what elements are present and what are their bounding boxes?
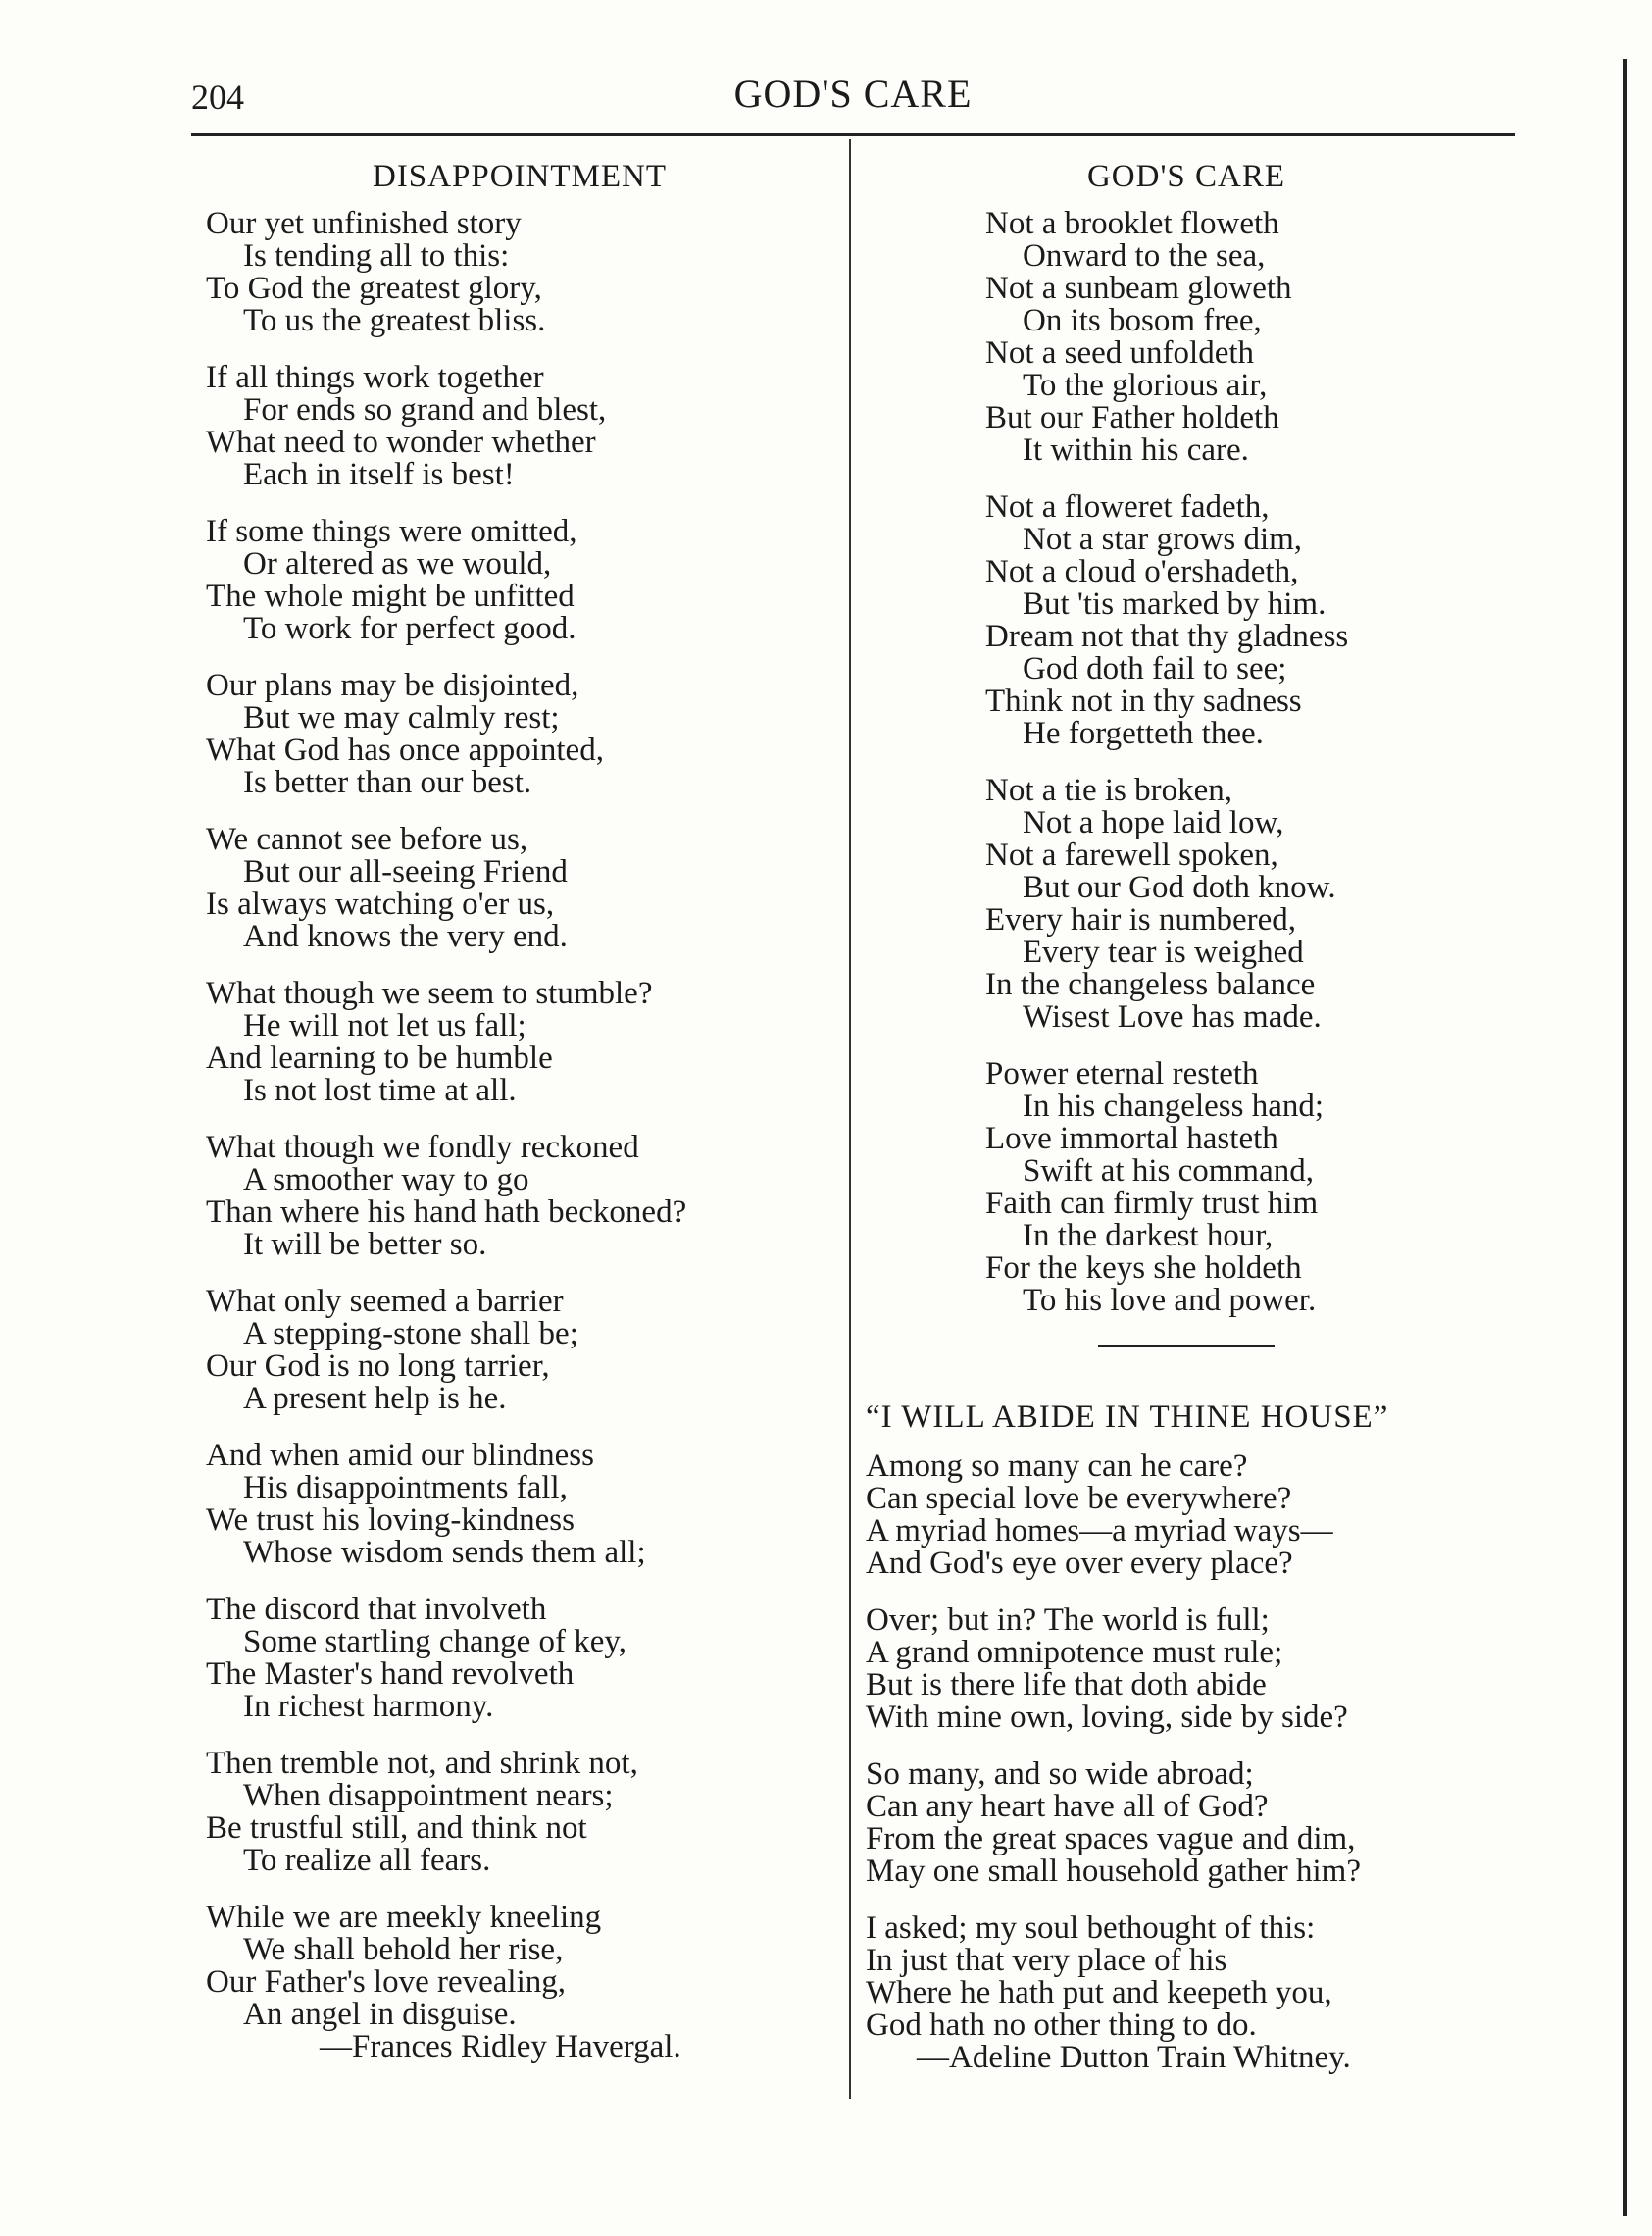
column-divider — [849, 139, 851, 2099]
poem-line: Our God is no long tarrier, — [206, 1348, 550, 1384]
page-number: 204 — [191, 77, 244, 117]
poem-disappointment — [206, 157, 833, 2063]
poem-line: And God's eye over every place? — [866, 1546, 1293, 1581]
poem-line: He will not let us fall; — [243, 1008, 526, 1043]
stanza — [985, 1058, 1510, 1317]
poem-line: What need to wonder whether — [206, 425, 596, 460]
poem-line: A stepping-stone shall be; — [243, 1316, 578, 1351]
poem-line: He forgetteth thee. — [1023, 716, 1264, 751]
poem-line: An angel in disguise. — [243, 1997, 517, 2032]
poem-line: Whose wisdom sends them all; — [243, 1535, 646, 1570]
poem-line: Is always watching o'er us, — [206, 887, 555, 922]
stanza — [206, 1594, 833, 1723]
poem-line: If all things work together — [206, 360, 544, 395]
stanza — [206, 208, 833, 337]
poem-line: In richest harmony. — [243, 1689, 494, 1724]
poem-line: Faith can firmly trust him — [985, 1186, 1319, 1221]
poem-attribution: —Adeline Dutton Train Whitney. — [917, 2040, 1351, 2075]
section-separator — [1098, 1345, 1275, 1347]
stanza — [866, 1450, 1510, 1580]
poem-line: Not a tie is broken, — [985, 773, 1233, 808]
poem-line: Swift at his command, — [1023, 1153, 1314, 1189]
poem-line: Dream not that thy gladness — [985, 619, 1349, 654]
poem-line: Not a brooklet floweth — [985, 206, 1279, 241]
stanza — [206, 1132, 833, 1261]
poem-line: What only seemed a barrier — [206, 1284, 564, 1319]
poem-line: Our Father's love revealing, — [206, 1964, 566, 2000]
poem-line: To God the greatest glory, — [206, 271, 542, 306]
poem-line: Every hair is numbered, — [985, 902, 1297, 938]
poem-line: His disappointments fall, — [243, 1470, 568, 1505]
poem-line: God doth fail to see; — [1023, 651, 1287, 686]
poem-attribution: —Frances Ridley Havergal. — [320, 2029, 681, 2064]
poem-line: I asked; my soul bethought of this: — [866, 1910, 1316, 1946]
stanza — [866, 1758, 1510, 1888]
poem-line: But our God doth know. — [1023, 870, 1336, 905]
poem-line: In the changeless balance — [985, 967, 1316, 1002]
running-head — [191, 71, 1515, 129]
poem-line: In his changeless hand; — [1023, 1089, 1325, 1124]
poem-line: Over; but in? The world is full; — [866, 1602, 1270, 1638]
poem-line: Not a sunbeam gloweth — [985, 271, 1292, 306]
page-edge-bar — [1623, 59, 1627, 2216]
poem-line: Or altered as we would, — [243, 546, 552, 582]
stanza — [206, 1748, 833, 1877]
poem-line: Is tending all to this: — [243, 238, 510, 274]
poem-line: What though we fondly reckoned — [206, 1130, 639, 1165]
poem-line: Not a hope laid low, — [1023, 805, 1284, 840]
poem-line: While we are meekly kneeling — [206, 1900, 602, 1935]
poem-line: God hath no other thing to do. — [866, 2007, 1257, 2043]
poem-line: Wisest Love has made. — [1023, 999, 1322, 1035]
poem-line: Some startling change of key, — [243, 1624, 627, 1659]
poem-line: Be trustful still, and think not — [206, 1810, 587, 1846]
poem-line: To work for perfect good. — [243, 611, 576, 646]
poem-title: GOD'S CARE — [1086, 159, 1286, 194]
stanza — [206, 1902, 833, 2031]
poem-title: DISAPPOINTMENT — [372, 159, 667, 194]
poem-line: The whole might be unfitted — [206, 579, 575, 614]
poem-line: But is there life that doth abide — [866, 1667, 1267, 1702]
poem-line: Is better than our best. — [243, 765, 532, 800]
stanza — [206, 516, 833, 645]
running-title: GOD'S CARE — [733, 72, 973, 116]
poem-line: From the great spaces vague and dim, — [866, 1821, 1356, 1856]
poem-title: “I WILL ABIDE IN THINE HOUSE” — [866, 1399, 1389, 1435]
poem-line: And learning to be humble — [206, 1041, 553, 1076]
poem-line: Not a floweret fadeth, — [985, 489, 1270, 525]
poem-line: For ends so grand and blest, — [243, 392, 607, 428]
poem-line: Not a cloud o'ershadeth, — [985, 554, 1299, 589]
poem-line: A present help is he. — [243, 1381, 507, 1416]
right-column — [863, 157, 1510, 2074]
poem-gods-care — [863, 157, 1510, 1317]
poem-line: Power eternal resteth — [985, 1056, 1259, 1092]
poem-line: Not a farewell spoken, — [985, 838, 1278, 873]
poem-line: To the glorious air, — [1023, 368, 1268, 403]
poem-line: What God has once appointed, — [206, 733, 604, 768]
poem-line: But our Father holdeth — [985, 400, 1279, 435]
stanza — [985, 775, 1510, 1034]
poem-line: Onward to the sea, — [1023, 238, 1266, 274]
poem-line: Not a seed unfoldeth — [985, 335, 1255, 371]
poem-line: On its bosom free, — [1023, 303, 1262, 338]
poem-line: But we may calmly rest; — [243, 700, 560, 736]
poem-line: We trust his loving-kindness — [206, 1502, 575, 1538]
poem-line: What though we seem to stumble? — [206, 976, 653, 1011]
poem-line: May one small household gather him? — [866, 1854, 1361, 1889]
poem-line: A grand omnipotence must rule; — [866, 1635, 1283, 1670]
poem-line: And when amid our blindness — [206, 1438, 594, 1473]
stanza — [866, 1912, 1510, 2042]
poem-line: It within his care. — [1023, 432, 1249, 468]
poem-line: The discord that involveth — [206, 1592, 547, 1627]
stanza — [206, 1286, 833, 1415]
poem-line: A myriad homes—a myriad ways— — [866, 1513, 1333, 1549]
stanza — [985, 491, 1510, 750]
poem-line: Each in itself is best! — [243, 457, 515, 492]
poem-line: We cannot see before us, — [206, 822, 528, 857]
poem-line: Among so many can he care? — [866, 1448, 1248, 1484]
poem-line: We shall behold her rise, — [243, 1932, 564, 1967]
poem-line: The Master's hand revolveth — [206, 1656, 575, 1692]
poem-line: Can special love be everywhere? — [866, 1481, 1292, 1516]
poem-line: Then tremble not, and shrink not, — [206, 1746, 638, 1781]
poem-line: In the darkest hour, — [1023, 1218, 1274, 1253]
poem-line: It will be better so. — [243, 1227, 487, 1262]
poem-line: To his love and power. — [1023, 1283, 1317, 1318]
stanza — [206, 978, 833, 1107]
poem-line: Every tear is weighed — [1023, 935, 1304, 970]
header-rule — [191, 133, 1515, 136]
poem-line: Than where his hand hath beckoned? — [206, 1194, 687, 1230]
poem-line: Where he hath put and keepeth you, — [866, 1975, 1332, 2010]
poem-line: Our plans may be disjointed, — [206, 668, 579, 703]
stanza — [206, 670, 833, 799]
stanza — [206, 1440, 833, 1569]
poem-line: When disappointment nears; — [243, 1778, 614, 1813]
poem-line: Can any heart have all of God? — [866, 1789, 1269, 1824]
stanza — [985, 208, 1510, 467]
poem-i-will-abide — [863, 1398, 1510, 2074]
poem-line: To realize all fears. — [243, 1843, 491, 1878]
poem-line: Not a star grows dim, — [1023, 522, 1303, 557]
poem-line: So many, and so wide abroad; — [866, 1756, 1254, 1792]
poem-line: If some things were omitted, — [206, 514, 577, 549]
poem-line: With mine own, loving, side by side? — [866, 1700, 1348, 1735]
stanza — [206, 824, 833, 953]
poem-line: But our all-seeing Friend — [243, 854, 568, 889]
poem-line: To us the greatest bliss. — [243, 303, 546, 338]
poem-line: Our yet unfinished story — [206, 206, 522, 241]
poem-line: Love immortal hasteth — [985, 1121, 1278, 1156]
poem-line: But 'tis marked by him. — [1023, 586, 1327, 622]
poem-line: Is not lost time at all. — [243, 1073, 517, 1108]
poem-line: For the keys she holdeth — [985, 1250, 1302, 1286]
poem-line: Think not in thy sadness — [985, 684, 1302, 719]
poem-line: In just that very place of his — [866, 1943, 1227, 1978]
poem-line: And knows the very end. — [243, 919, 568, 954]
poem-line: A smoother way to go — [243, 1162, 529, 1197]
stanza — [866, 1604, 1510, 1734]
stanza — [206, 362, 833, 491]
